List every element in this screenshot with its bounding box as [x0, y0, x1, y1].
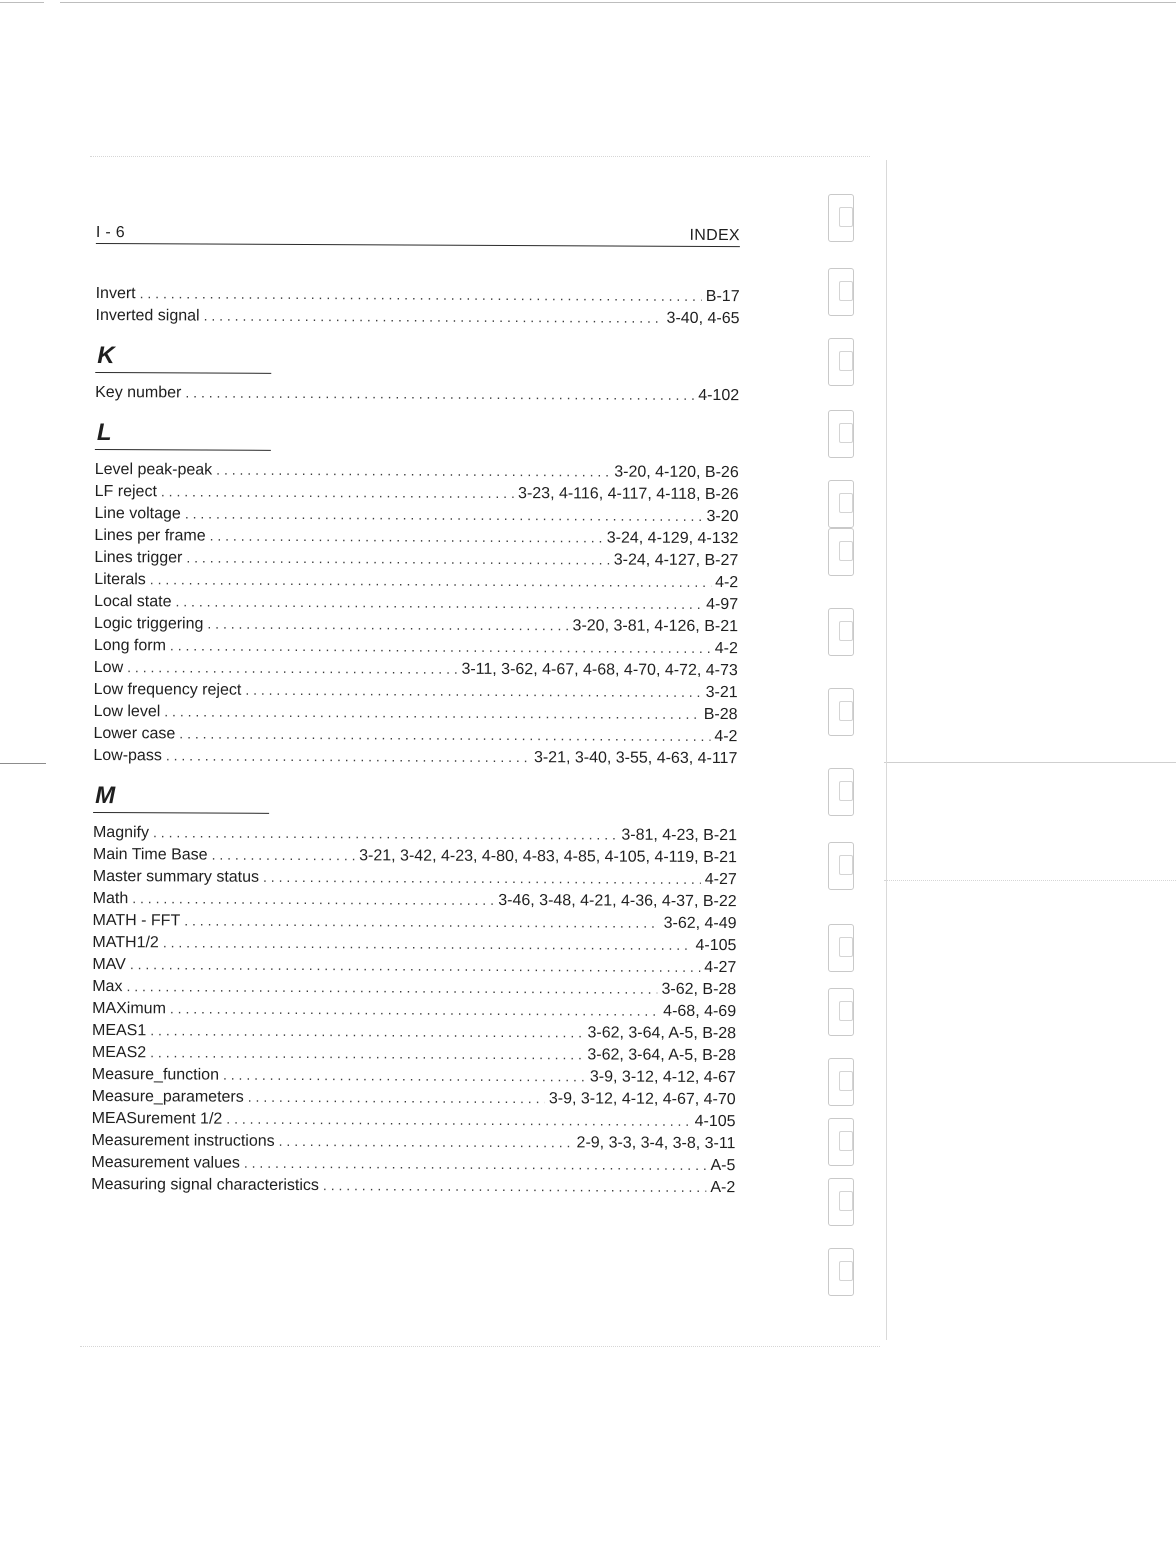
- entry-pages: 4-27: [704, 870, 737, 889]
- dot-leader: [279, 1130, 573, 1153]
- entry-pages: 4-27: [704, 958, 737, 977]
- dot-leader: [263, 866, 701, 890]
- entry-term: Master summary status: [92, 867, 260, 886]
- index-section-m: [91, 782, 737, 1198]
- dot-leader: [323, 1174, 707, 1198]
- binder-tab: [828, 1248, 854, 1296]
- entry-pages: 3-20, 4-120, B-26: [614, 463, 739, 482]
- index-entry: [92, 953, 736, 978]
- dot-leader: [186, 546, 610, 570]
- entry-term: Invert: [95, 284, 136, 303]
- entry-term: MEASurement 1/2: [91, 1109, 223, 1128]
- index-page: [91, 218, 740, 1198]
- index-entry: [92, 1019, 736, 1044]
- dot-leader: [166, 744, 530, 768]
- entry-pages: 4-2: [714, 728, 738, 746]
- index-entry: [92, 975, 736, 1000]
- entry-pages: 3-24, 4-127, B-27: [613, 551, 739, 570]
- entry-term: Low-pass: [93, 746, 162, 765]
- dot-leader: [248, 1086, 545, 1109]
- index-section-l: [93, 419, 739, 769]
- dot-leader: [150, 1019, 583, 1043]
- binder-tabs: [822, 188, 876, 1308]
- binder-tab: [828, 1058, 854, 1106]
- binder-tab: [828, 410, 854, 458]
- section-letter: L: [96, 419, 112, 447]
- dot-leader: [175, 590, 702, 615]
- entry-pages: 3-20: [706, 507, 739, 526]
- dot-leader: [210, 525, 603, 549]
- binder-tab: [828, 338, 854, 386]
- index-entry: [95, 480, 739, 505]
- entry-term: Math: [92, 889, 129, 908]
- dot-leader: [170, 997, 659, 1021]
- entry-pages: 3-62, 3-64, A-5, B-28: [587, 1024, 737, 1043]
- binder-tab: [828, 194, 854, 242]
- index-entry: [95, 502, 739, 527]
- binder-tab: [828, 480, 854, 528]
- index-entry: [93, 909, 737, 934]
- entry-pages: 3-62, 4-49: [663, 914, 737, 933]
- dot-leader: [140, 282, 702, 307]
- entry-term: Max: [92, 977, 123, 996]
- entry-pages: 3-40, 4-65: [666, 309, 740, 328]
- entry-pages: B-28: [703, 705, 738, 724]
- entry-pages: 3-81, 4-23, B-21: [621, 826, 738, 845]
- index-entry: [94, 568, 738, 593]
- index-entry: [92, 1063, 736, 1088]
- index-entry: [96, 282, 740, 307]
- entry-pages: A-2: [710, 1179, 736, 1197]
- scan-right-edge: [886, 160, 887, 1340]
- section-rule: [93, 812, 269, 814]
- entry-pages: 4-68, 4-69: [663, 1002, 737, 1021]
- index-section-k: [95, 342, 739, 406]
- index-entry: [95, 458, 739, 483]
- scan-right-line: [884, 762, 1176, 763]
- entry-pages: B-17: [705, 287, 740, 306]
- index-entry: [92, 1085, 736, 1110]
- entry-term: Line voltage: [94, 504, 181, 523]
- dot-leader: [226, 1108, 690, 1132]
- binder-tab: [828, 688, 854, 736]
- index-entry: [94, 678, 738, 703]
- page-header: [96, 218, 740, 247]
- index-entry: [92, 931, 736, 956]
- entry-pages: A-5: [710, 1157, 736, 1175]
- dot-leader: [204, 305, 663, 329]
- entry-term: Measurement instructions: [91, 1131, 275, 1150]
- index-entry: [95, 304, 739, 329]
- scan-right-dots: [884, 880, 1176, 881]
- dot-leader: [163, 931, 692, 956]
- entry-pages: 4-2: [715, 574, 739, 592]
- entry-pages: 4-105: [695, 936, 737, 955]
- binder-tab: [828, 1118, 854, 1166]
- scan-top-edge-line: [60, 2, 1176, 3]
- dot-leader: [245, 679, 701, 703]
- entry-pages: 3-62, 3-64, A-5, B-28: [587, 1046, 736, 1065]
- index-entry: [94, 546, 738, 571]
- entry-term: Key number: [95, 383, 182, 402]
- entry-pages: 4-2: [714, 640, 738, 658]
- entry-term: MATH1/2: [92, 933, 159, 952]
- entry-term: Low frequency reject: [93, 680, 242, 699]
- dot-leader: [132, 887, 494, 911]
- index-entry: [91, 1129, 735, 1154]
- entry-pages: 3-21: [705, 683, 738, 702]
- index-entry: [93, 744, 737, 769]
- entry-pages: 3-62, B-28: [661, 980, 737, 999]
- entry-term: Main Time Base: [92, 845, 208, 864]
- entry-term: MAV: [92, 955, 126, 974]
- entry-term: Lower case: [93, 724, 176, 743]
- dot-leader: [179, 722, 710, 747]
- entry-pages: 3-21, 3-42, 4-23, 4-80, 4-83, 4-85, 4-105, 4-119, B-21: [359, 847, 737, 867]
- dot-leader: [185, 502, 703, 527]
- index-sections: [91, 342, 739, 1198]
- scan-dots-upper: [90, 156, 870, 157]
- entry-pages: 2-9, 3-3, 3-4, 3-8, 3-11: [576, 1134, 736, 1153]
- index-entry: [92, 997, 736, 1022]
- index-entry: [95, 381, 739, 406]
- index-entry: [94, 590, 738, 615]
- dot-leader: [164, 700, 700, 725]
- entry-pages: 3-9, 3-12, 4-12, 4-67: [589, 1068, 736, 1087]
- entry-pages: 3-46, 3-48, 4-21, 4-36, 4-37, B-22: [498, 891, 737, 911]
- entry-pages: 3-11, 3-62, 4-67, 4-68, 4-70, 4-72, 4-73: [461, 660, 738, 680]
- section-letter: K: [97, 342, 115, 370]
- dot-leader: [207, 613, 568, 637]
- section-rule: [95, 449, 271, 451]
- index-entry: [93, 722, 737, 747]
- entry-term: Measure_function: [91, 1065, 220, 1084]
- entry-pages: 3-21, 3-40, 3-55, 4-63, 4-117: [533, 749, 738, 768]
- index-entry: [94, 612, 738, 637]
- entry-term: Lines per frame: [94, 526, 206, 545]
- entry-term: Logic triggering: [93, 614, 204, 633]
- entry-term: Measuring signal characteristics: [91, 1175, 319, 1195]
- index-entry: [91, 1173, 735, 1198]
- entry-term: MEAS2: [91, 1043, 147, 1062]
- entry-term: Low: [93, 658, 124, 677]
- index-entry: [91, 1151, 735, 1176]
- binder-tab: [828, 1178, 854, 1226]
- index-entry: [94, 656, 738, 681]
- index-entry: [92, 1041, 736, 1066]
- entry-term: Level peak-peak: [94, 460, 213, 479]
- dot-leader: [153, 821, 617, 845]
- scan-left-mark: [0, 763, 46, 764]
- dot-leader: [223, 1064, 586, 1088]
- binder-tab: [828, 842, 854, 890]
- dot-leader: [127, 656, 457, 680]
- entry-term: MATH - FFT: [92, 911, 181, 930]
- dot-leader: [150, 568, 711, 593]
- entry-term: Long form: [93, 636, 166, 655]
- entry-term: Lines trigger: [94, 548, 183, 567]
- binder-tab: [828, 768, 854, 816]
- index-entry: [93, 821, 737, 846]
- binder-tab: [828, 988, 854, 1036]
- dot-leader: [130, 953, 701, 978]
- index-entry: [94, 700, 738, 725]
- dot-leader: [212, 844, 356, 867]
- entry-term: Literals: [94, 570, 146, 589]
- section-rule: [95, 372, 271, 374]
- index-entry: [94, 634, 738, 659]
- binder-tab: [828, 924, 854, 972]
- entry-term: Inverted signal: [95, 306, 200, 325]
- entry-term: Local state: [94, 592, 172, 611]
- index-entry: [93, 865, 737, 890]
- dot-leader: [216, 459, 610, 483]
- dot-leader: [184, 909, 659, 933]
- dot-leader: [126, 975, 657, 1000]
- entry-pages: 4-105: [694, 1112, 736, 1131]
- index-entry: [93, 843, 737, 868]
- dot-leader: [150, 1041, 583, 1065]
- binder-tab: [828, 268, 854, 316]
- top-entries: [95, 282, 739, 329]
- dot-leader: [185, 381, 694, 405]
- entry-pages: 3-20, 3-81, 4-126, B-21: [572, 617, 739, 636]
- entry-pages: 4-97: [706, 595, 739, 614]
- scan-top-left-mark: [0, 2, 44, 3]
- entry-pages: 4-102: [698, 386, 740, 405]
- dot-leader: [244, 1152, 707, 1176]
- index-entry: [93, 887, 737, 912]
- entry-term: Measurement values: [91, 1153, 240, 1172]
- binder-tab: [828, 608, 854, 656]
- entry-pages: 3-9, 3-12, 4-12, 4-67, 4-70: [548, 1090, 736, 1109]
- page-title: INDEX: [689, 226, 740, 245]
- entry-term: Measure_parameters: [91, 1087, 244, 1106]
- dot-leader: [170, 634, 711, 659]
- page-number: I - 6: [95, 223, 126, 242]
- scan-dots-lower: [80, 1346, 880, 1347]
- dot-leader: [161, 480, 514, 504]
- entry-term: Low level: [93, 702, 161, 721]
- index-entry: [92, 1107, 736, 1132]
- entry-term: LF reject: [94, 482, 157, 501]
- entry-term: MAXimum: [92, 999, 166, 1018]
- entry-pages: 3-23, 4-116, 4-117, 4-118, B-26: [518, 485, 739, 504]
- section-letter: M: [95, 782, 116, 810]
- binder-tab: [828, 528, 854, 576]
- entry-term: MEAS1: [91, 1021, 147, 1040]
- index-entry: [94, 524, 738, 549]
- entry-term: Magnify: [92, 823, 150, 842]
- entry-pages: 3-24, 4-129, 4-132: [606, 529, 739, 548]
